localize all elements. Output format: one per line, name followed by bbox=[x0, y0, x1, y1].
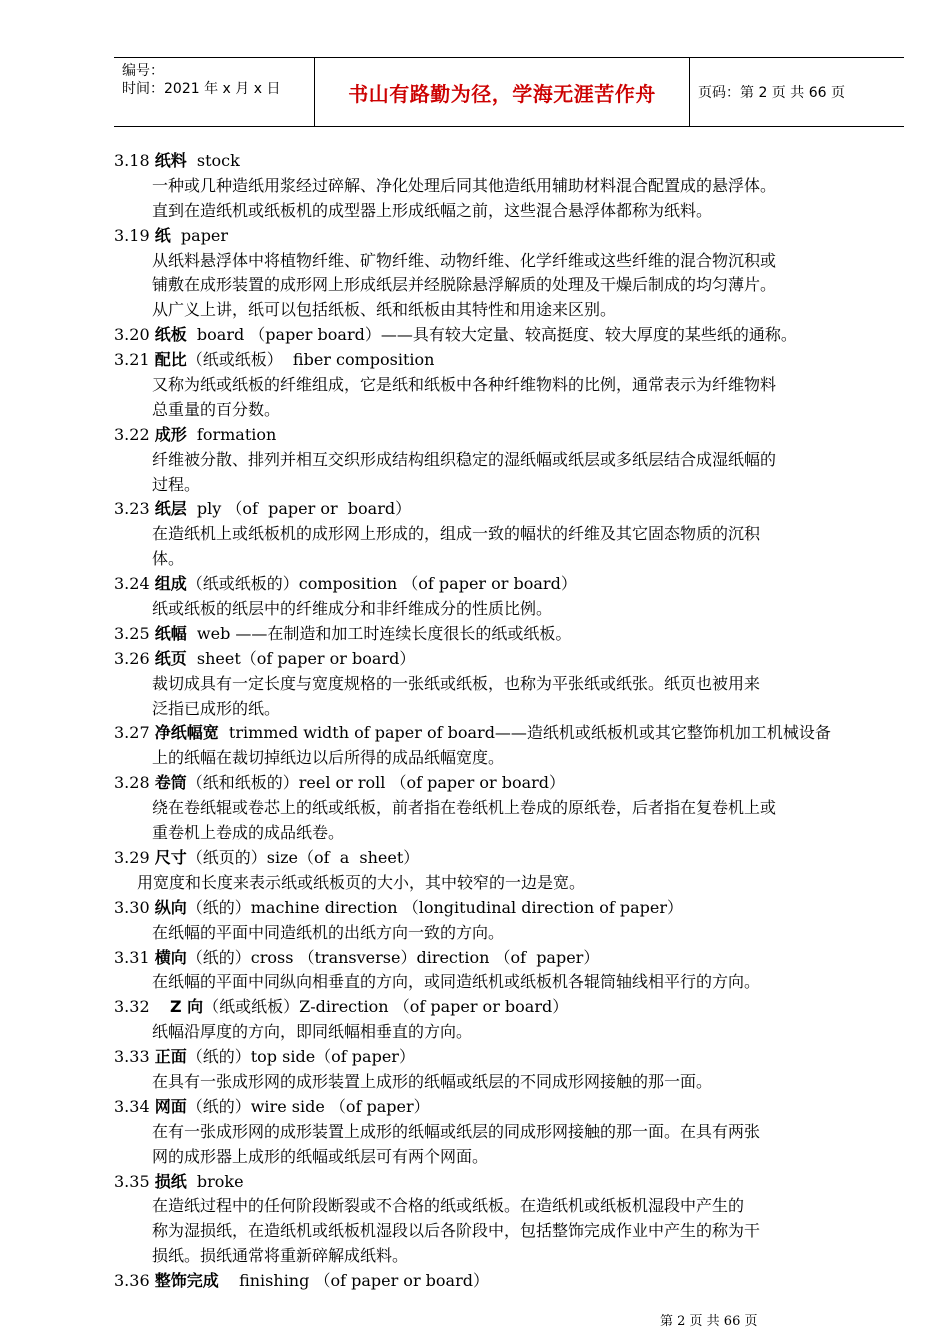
definition-text-line: 直到在造纸机或纸板机的成型器上形成纸幅之前，这些混合悬浮体都称为纸料。 bbox=[152, 200, 713, 220]
entry-term: 纸页 bbox=[154, 648, 187, 668]
entry-term: 整饰完成 bbox=[154, 1271, 219, 1291]
definition-text-line: 裁切成具有一定长度与宽度规格的一张纸或纸板，也称为平张纸或纸张。纸页也被用来 bbox=[152, 673, 761, 693]
entry-term: 横向 bbox=[154, 947, 187, 967]
entry-description: （纸的）wire side （of paper） bbox=[186, 1096, 430, 1116]
definition-entry bbox=[114, 946, 904, 971]
entry-number: 3.29 bbox=[114, 847, 155, 867]
definition-entry bbox=[114, 721, 904, 746]
definition-text-line: 总重量的百分数。 bbox=[152, 399, 281, 419]
definition-text-line: 纤维被分散、排列并相互交织形成结构组织稳定的湿纸幅或纸层或多纸层结合成湿纸幅的 bbox=[152, 449, 777, 469]
definition-text-line: 损纸。损纸通常将重新碎解成纸料。 bbox=[152, 1246, 409, 1266]
entry-number: 3.28 bbox=[114, 773, 155, 793]
definition-text-line: 网的成形器上成形的纸幅或纸层可有两个网面。 bbox=[152, 1146, 489, 1166]
definition-entry bbox=[114, 149, 904, 174]
entry-description: （纸页的）size（of a sheet） bbox=[186, 847, 420, 867]
entry-description: （纸的）machine direction （longitudinal direction of paper） bbox=[186, 897, 684, 917]
entry-number: 3.24 bbox=[114, 574, 155, 594]
entry-term: 净纸幅宽 bbox=[154, 723, 219, 743]
header-page-number: 页码：第 2 页 共 66 页 bbox=[698, 85, 845, 101]
entry-term: 网面 bbox=[154, 1096, 187, 1116]
entry-number: 3.31 bbox=[114, 947, 155, 967]
entry-number: 3.23 bbox=[114, 499, 155, 519]
entry-description: broke bbox=[186, 1171, 244, 1191]
entry-description: （纸或纸板的）composition （of paper or board） bbox=[186, 574, 577, 594]
entry-number: 3.32 bbox=[114, 997, 170, 1017]
entry-number: 3.34 bbox=[114, 1096, 155, 1116]
definition-text-line: 铺敷在成形装置的成形网上形成纸层并经脱除悬浮解质的处理及干燥后制成的均匀薄片。 bbox=[152, 275, 777, 295]
entry-number: 3.35 bbox=[114, 1171, 155, 1191]
definition-entry bbox=[114, 771, 904, 796]
entry-term: 尺寸 bbox=[154, 847, 187, 867]
header-motto: 书山有路勤为径，学海无涯苦作舟 bbox=[314, 58, 690, 126]
definition-text-line: 过程。 bbox=[152, 474, 201, 494]
entry-number: 3.19 bbox=[114, 225, 155, 245]
entry-term: Z 向 bbox=[169, 997, 204, 1017]
definition-text-line: 在造纸机上或纸板机的成形网上形成的，组成一致的幅状的纤维及其它固态物质的沉积 bbox=[152, 524, 761, 544]
definition-text-line: 称为湿损纸，在造纸机或纸板机湿段以后各阶段中，包括整饰完成作业中产生的称为干 bbox=[152, 1221, 761, 1241]
entry-description: trimmed width of paper of board——造纸机或纸板机或其它整饰机加工机械设备 bbox=[218, 723, 831, 743]
definition-entry bbox=[114, 1045, 904, 1070]
entry-description: （纸的）cross （transverse）direction （of paper） bbox=[186, 947, 600, 967]
entry-term: 配比 bbox=[154, 350, 187, 370]
entry-term: 纸料 bbox=[154, 151, 187, 170]
definition-entry bbox=[114, 323, 904, 348]
definition-entry bbox=[114, 1269, 904, 1294]
entry-number: 3.27 bbox=[114, 723, 155, 743]
definition-entry bbox=[114, 348, 904, 373]
definition-entry bbox=[114, 622, 904, 647]
entry-description: paper bbox=[170, 225, 229, 245]
definition-text-line: 泛指已成形的纸。 bbox=[152, 698, 281, 718]
entry-description: sheet（of paper or board） bbox=[186, 648, 416, 668]
entry-description: stock bbox=[186, 151, 240, 170]
definition-text-line: 体。 bbox=[152, 549, 185, 569]
definition-entry bbox=[114, 423, 904, 448]
definition-text-line: 绕在卷纸辊或卷芯上的纸或纸板，前者指在卷纸机上卷成的原纸卷，后者指在复卷机上或 bbox=[152, 798, 777, 818]
entry-term: 纸板 bbox=[154, 325, 187, 345]
entry-description: web ——在制造和加工时连续长度很长的纸或纸板。 bbox=[186, 623, 572, 643]
definition-text-line: 在具有一张成形网的成形装置上成形的纸幅或纸层的不同成形网接触的那一面。 bbox=[152, 1071, 713, 1091]
definition-entry bbox=[114, 497, 904, 522]
document-time-label: 时间：2021 年 x 月 x 日 bbox=[122, 81, 281, 97]
entry-term: 纸 bbox=[154, 225, 171, 245]
definition-text-line: 用宽度和长度来表示纸或纸板页的大小，其中较窄的一边是宽。 bbox=[137, 872, 586, 892]
entry-term: 纵向 bbox=[154, 897, 187, 917]
entry-number: 3.36 bbox=[114, 1271, 155, 1291]
header-meta bbox=[114, 58, 322, 130]
definition-text-line: 一种或几种造纸用浆经过碎解、净化处理后同其他造纸用辅助材料混合配置成的悬浮体。 bbox=[152, 175, 777, 195]
entry-number: 3.21 bbox=[114, 350, 155, 370]
entry-description: （纸的）top side（of paper） bbox=[186, 1047, 415, 1067]
definition-entry bbox=[114, 995, 904, 1020]
definition-text-line: 从广义上讲，纸可以包括纸板、纸和纸板由其特性和用途来区别。 bbox=[152, 300, 617, 320]
definition-text-line: 纸或纸板的纸层中的纤维成分和非纤维成分的性质比例。 bbox=[152, 599, 553, 619]
definition-text-line: 在造纸过程中的任何阶段断裂或不合格的纸或纸板。在造纸机或纸板机湿段中产生的 bbox=[152, 1196, 745, 1216]
entry-description: （纸或纸板）Z-direction （of paper or board） bbox=[203, 997, 569, 1017]
definition-text-line: 又称为纸或纸板的纤维组成，它是纸和纸板中各种纤维物料的比例，通常表示为纤维物料 bbox=[152, 375, 777, 395]
entry-term: 正面 bbox=[154, 1047, 187, 1067]
definition-text-line: 在纸幅的平面中同造纸机的出纸方向一致的方向。 bbox=[152, 922, 505, 942]
entry-number: 3.30 bbox=[114, 897, 155, 917]
entry-description: board （paper board）——具有较大定量、较高挺度、较大厚度的某些纸的通称。 bbox=[186, 325, 797, 345]
definition-text-line: 在纸幅的平面中同纵向相垂直的方向，或同造纸机或纸板机各辊筒轴线相平行的方向。 bbox=[152, 972, 761, 992]
document-number-label: 编号： bbox=[122, 63, 164, 79]
entry-number: 3.26 bbox=[114, 648, 155, 668]
definition-entry bbox=[114, 1170, 904, 1195]
definition-entry bbox=[114, 572, 904, 597]
page-footer: 第 2 页 共 66 页 bbox=[660, 1314, 758, 1329]
definition-entry bbox=[114, 647, 904, 672]
page-header bbox=[114, 57, 904, 127]
definition-text-line: 在有一张成形网的成形装置上成形的纸幅或纸层的同成形网接触的那一面。在具有两张 bbox=[152, 1121, 761, 1141]
entry-number: 3.33 bbox=[114, 1047, 155, 1067]
definition-text-line: 重卷机上卷成的成品纸卷。 bbox=[152, 823, 345, 843]
entry-number: 3.22 bbox=[114, 424, 155, 444]
definition-text-line: 纸幅沿厚度的方向，即同纸幅相垂直的方向。 bbox=[152, 1022, 473, 1042]
entry-description: finishing （of paper or board） bbox=[218, 1271, 489, 1291]
definition-entry bbox=[114, 846, 904, 871]
entry-number: 3.25 bbox=[114, 623, 155, 643]
entry-number: 3.18 bbox=[114, 151, 155, 170]
entry-description: ply （of paper or board） bbox=[186, 499, 412, 519]
entry-term: 损纸 bbox=[154, 1171, 187, 1191]
entry-term: 卷筒 bbox=[154, 773, 187, 793]
definition-entry bbox=[114, 896, 904, 921]
entry-number: 3.20 bbox=[114, 325, 155, 345]
entry-description: formation bbox=[186, 424, 277, 444]
entry-description: （纸或纸板） fiber composition bbox=[186, 350, 435, 370]
entry-description: （纸和纸板的）reel or roll （of paper or board） bbox=[186, 773, 566, 793]
entry-term: 组成 bbox=[154, 574, 187, 594]
definition-text-line: 从纸料悬浮体中将植物纤维、矿物纤维、动物纤维、化学纤维或这些纤维的混合物沉积或 bbox=[152, 250, 777, 270]
document-body bbox=[114, 149, 904, 1294]
definition-entry bbox=[114, 224, 904, 249]
definition-text-line: 上的纸幅在裁切掉纸边以后所得的成品纸幅宽度。 bbox=[152, 748, 505, 768]
entry-term: 成形 bbox=[154, 424, 187, 444]
definition-entry bbox=[114, 1095, 904, 1120]
entry-term: 纸幅 bbox=[154, 623, 187, 643]
entry-term: 纸层 bbox=[154, 499, 187, 519]
